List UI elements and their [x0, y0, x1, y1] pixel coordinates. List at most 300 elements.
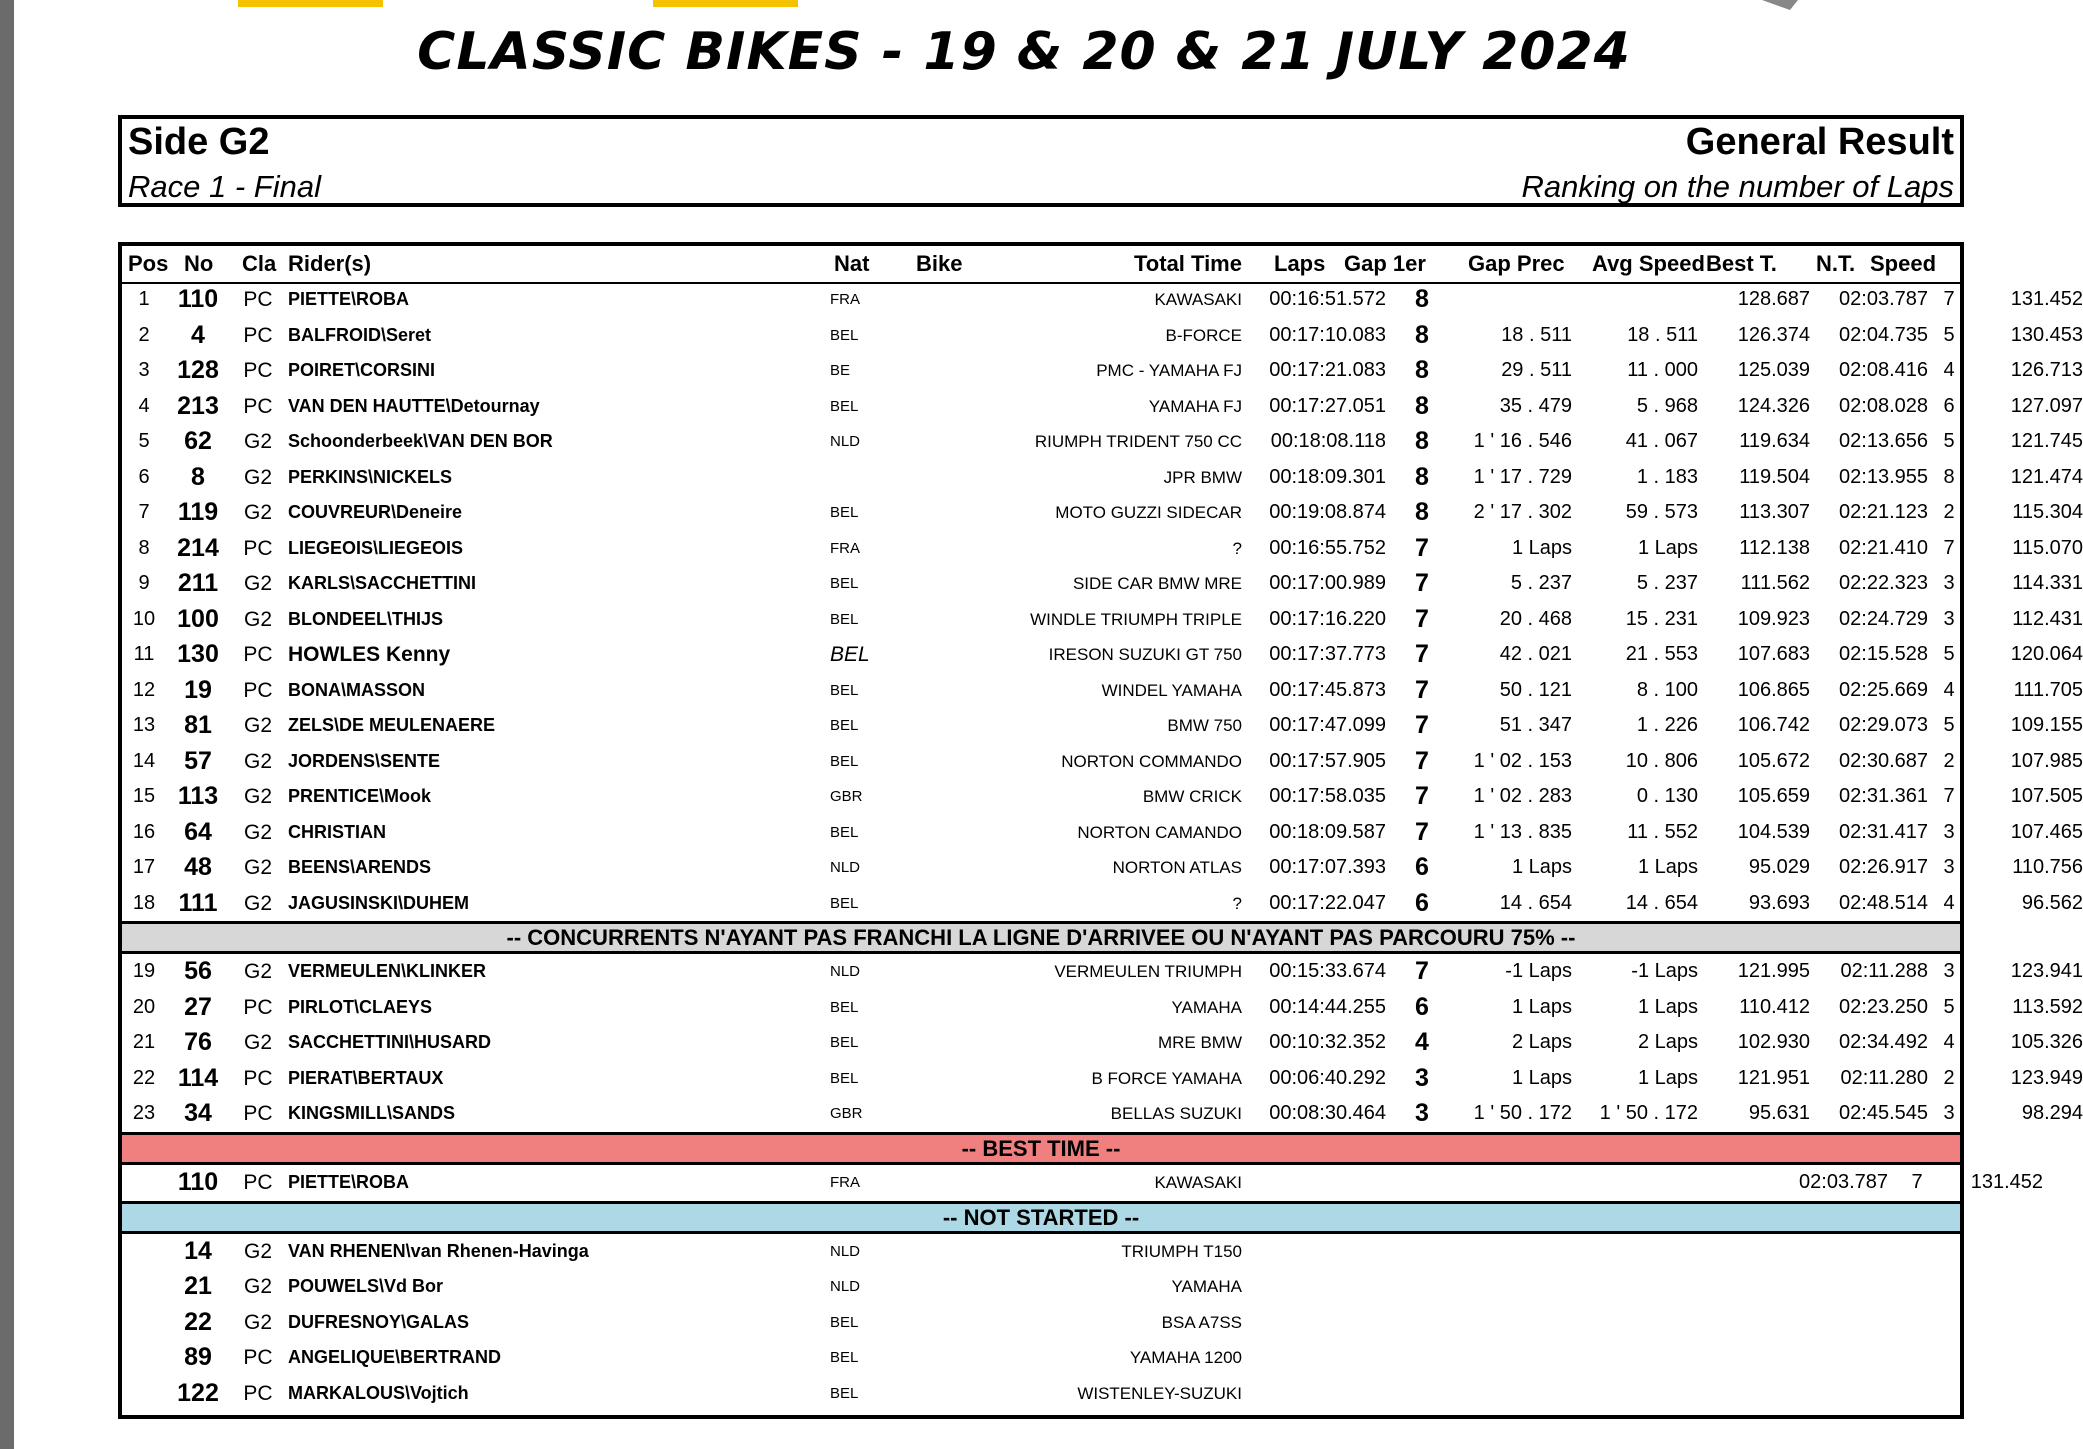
cell-total-time: 00:17:58.035	[1269, 785, 1386, 807]
cell-class: G2	[243, 607, 272, 631]
best-time-banner: -- BEST TIME --	[122, 1132, 1960, 1165]
cell-class: G2	[243, 572, 272, 595]
table-row	[122, 460, 2083, 496]
logo-fragment-left	[238, 0, 383, 7]
cell-gap-prev: 11 . 552	[1627, 820, 1698, 843]
cell-pos: 23	[132, 1102, 156, 1124]
cell-total-time: 00:17:07.393	[1269, 856, 1386, 878]
cell-bike: KAWASAKI	[1154, 290, 1242, 309]
cell-gap-prev: 1 Laps	[1637, 536, 1698, 559]
cell-nat: BEL	[830, 894, 859, 912]
cell-laps: 7	[1415, 640, 1429, 668]
cell-rider: PERKINS\NICKELS	[288, 466, 453, 487]
cell-gap-prev: 1 . 226	[1636, 714, 1698, 736]
cell-class: PC	[243, 1381, 273, 1405]
col-no: No	[184, 251, 214, 276]
cell-laps: 6	[1415, 992, 1429, 1021]
table-row	[122, 531, 2083, 567]
table-row	[122, 744, 2083, 780]
cell-best-time: 02:11.280	[1840, 1066, 1928, 1089]
cell-class: PC	[243, 288, 273, 311]
cell-nt: 6	[1943, 394, 1955, 417]
cell-total-time: 00:06:40.292	[1269, 1066, 1386, 1089]
cell-class: G2	[243, 1239, 272, 1263]
table-row	[122, 1061, 2083, 1097]
cell-speed: 123.941	[2010, 960, 2083, 982]
cell-speed: 107.465	[2010, 820, 2083, 843]
table-row	[122, 1096, 2083, 1132]
table-row	[122, 1234, 1960, 1270]
cell-gap-prev: 10 . 806	[1625, 749, 1698, 772]
cell-nat: BEL	[830, 681, 859, 699]
table-row	[122, 779, 2083, 815]
cell-class: G2	[243, 714, 272, 737]
cell-nat: NLD	[830, 963, 861, 980]
col-pos: Pos	[128, 251, 169, 276]
cell-number: 4	[191, 320, 205, 349]
cell-number: 114	[177, 1063, 219, 1092]
cell-rider: VAN RHENEN\van Rhenen-Havinga	[288, 1240, 589, 1261]
cell-nat: BE	[830, 362, 851, 379]
cell-avg-speed: 95.631	[1748, 1102, 1810, 1124]
cell-bike: BSA A7SS	[1161, 1312, 1242, 1332]
cell-speed: 110.756	[2012, 856, 2083, 878]
cell-nat: BEL	[830, 1034, 859, 1051]
cell-laps: 7	[1415, 746, 1429, 775]
table-row	[122, 954, 2083, 990]
cell-pos: 9	[138, 572, 150, 594]
table-row	[122, 1025, 2083, 1061]
cell-class: PC	[243, 1102, 273, 1125]
cell-speed: 111.705	[2013, 678, 2083, 701]
col-nt: N.T.	[1816, 251, 1856, 276]
cell-number: 122	[177, 1378, 219, 1407]
cell-gap-first: 1 Laps	[1511, 995, 1572, 1018]
cell-rider: PRENTICE\Mook	[288, 786, 432, 806]
cell-speed: 113.592	[2012, 995, 2083, 1018]
cell-speed: 123.949	[2010, 1066, 2083, 1089]
cell-bike: NORTON CAMANDO	[1077, 822, 1242, 842]
cell-nt: 4	[1943, 891, 1955, 914]
cell-rider: POUWELS\Vd Bor	[288, 1276, 444, 1296]
cell-total-time: 00:18:09.587	[1269, 820, 1386, 843]
cell-avg-speed: 119.504	[1739, 465, 1810, 488]
cell-class: PC	[243, 678, 273, 702]
cell-total-time: 00:17:21.083	[1269, 359, 1386, 381]
col-gap-prev: Gap Prec	[1468, 251, 1565, 276]
cell-rider: PIETTE\ROBA	[288, 289, 410, 309]
cell-gap-prev: 5 . 968	[1636, 394, 1698, 417]
cell-class: PC	[243, 394, 273, 418]
cell-number: 56	[184, 957, 212, 985]
table-row	[122, 637, 2083, 673]
cell-nt: 7	[1943, 536, 1955, 559]
cell-rider: MARKALOUS\Vojtich	[288, 1382, 469, 1403]
cell-total-time: 00:18:09.301	[1269, 465, 1386, 488]
cell-class: PC	[243, 1066, 273, 1090]
cell-speed: 115.070	[2012, 536, 2083, 559]
cell-number: 128	[177, 356, 219, 384]
cell-number: 27	[184, 992, 212, 1021]
cell-gap-first: 1 ' 50 . 172	[1473, 1102, 1572, 1124]
cell-gap-prev: 18 . 511	[1627, 323, 1698, 346]
cell-best-time: 02:08.416	[1839, 359, 1928, 381]
cell-rider: KINGSMILL\SANDS	[288, 1103, 456, 1123]
cell-gap-prev: 1 . 183	[1636, 465, 1698, 488]
cell-class: G2	[243, 856, 272, 879]
cell-rider: PIETTE\ROBA	[288, 1171, 410, 1192]
cell-rider: ZELS\DE MEULENAERE	[288, 715, 496, 735]
cell-number: 76	[184, 1028, 212, 1056]
cell-nat: FRA	[830, 291, 860, 308]
cell-class: G2	[243, 749, 272, 773]
cell-laps: 7	[1415, 604, 1429, 633]
cell-gap-first: 5 . 237	[1510, 572, 1572, 594]
cell-avg-speed: 125.039	[1737, 359, 1810, 381]
col-laps: Laps	[1274, 251, 1326, 276]
cell-gap-first: 20 . 468	[1499, 607, 1572, 630]
cell-rider: KARLS\SACCHETTINI	[288, 573, 476, 593]
cell-gap-first: 2 Laps	[1511, 1031, 1572, 1053]
cell-number: 211	[177, 569, 219, 597]
cell-nt: 3	[1943, 607, 1955, 630]
cell-laps: 7	[1415, 533, 1429, 562]
cell-rider: BEENS\ARENDS	[288, 857, 432, 877]
cell-speed: 105.326	[2010, 1031, 2083, 1053]
cell-bike: MOTO GUZZI SIDECAR	[1055, 503, 1242, 522]
cell-nat: FRA	[830, 1173, 860, 1191]
cell-bike: B-FORCE	[1165, 325, 1242, 345]
cell-gap-prev: 1 Laps	[1637, 995, 1698, 1018]
table-row	[122, 886, 2083, 922]
table-row	[122, 318, 2083, 354]
cell-speed: 107.505	[2010, 785, 2083, 807]
cell-nt: 3	[1943, 820, 1955, 843]
cell-gap-first: 1 Laps	[1511, 536, 1572, 559]
cell-number: 111	[178, 888, 218, 917]
cell-laps: 8	[1415, 391, 1429, 420]
cell-total-time: 00:15:33.674	[1269, 960, 1386, 982]
cell-speed: 114.331	[2012, 572, 2083, 594]
cell-gap-first: 14 . 654	[1499, 891, 1572, 914]
cell-class: PC	[243, 995, 273, 1019]
col-nat: Nat	[834, 251, 870, 276]
table-row	[122, 495, 2083, 531]
cell-avg-speed: 112.138	[1739, 536, 1810, 559]
table-row	[122, 566, 2083, 602]
cell-pos: 8	[138, 536, 150, 559]
cell-nat: GBR	[830, 788, 863, 805]
cell-speed: 131.452	[2010, 288, 2083, 310]
cell-rider: COUVREUR\Deneire	[288, 502, 463, 522]
cell-number: 81	[184, 711, 212, 739]
cell-class: PC	[243, 1346, 273, 1369]
cell-avg-speed: 95.029	[1748, 856, 1810, 878]
cell-avg-speed: 105.672	[1737, 749, 1810, 772]
cell-total-time: 00:16:55.752	[1269, 536, 1386, 559]
cell-bike: WINDEL YAMAHA	[1101, 680, 1242, 700]
cell-gap-prev: 1 Laps	[1637, 1066, 1698, 1089]
cell-best-time: 02:13.656	[1839, 430, 1928, 452]
cell-rider: JAGUSINSKI\DUHEM	[288, 892, 470, 913]
cell-gap-first: 1 Laps	[1511, 856, 1572, 878]
cell-bike: RIUMPH TRIDENT 750 CC	[1034, 432, 1242, 451]
cell-nt: 5	[1943, 714, 1955, 736]
cell-best-time: 02:26.917	[1839, 856, 1928, 878]
cell-rider: DUFRESNOY\GALAS	[288, 1311, 470, 1332]
event-title: CLASSIC BIKES - 19 & 20 & 21 JULY 2024	[417, 22, 1631, 82]
cell-class: PC	[243, 1170, 273, 1194]
cell-gap-prev: 5 . 237	[1636, 572, 1698, 594]
cell-rider: SACCHETTINI\HUSARD	[288, 1032, 492, 1052]
cell-gap-first: 1 Laps	[1511, 1066, 1572, 1089]
logo-fragment-right	[1760, 0, 1800, 12]
cell-pos: 2	[138, 323, 150, 346]
cell-bike: WINDLE TRIUMPH TRIPLE	[1030, 609, 1242, 629]
cell-speed: 107.985	[2010, 749, 2083, 772]
cell-best-time: 02:34.492	[1839, 1031, 1928, 1053]
cell-pos: 21	[132, 1031, 156, 1053]
cell-pos: 4	[138, 394, 150, 417]
cell-rider: CHRISTIAN	[288, 821, 386, 842]
cell-gap-first: 1 ' 17 . 729	[1473, 465, 1572, 488]
cell-gap-first: 1 ' 16 . 546	[1473, 430, 1572, 452]
logo-fragment-middle	[653, 0, 798, 7]
cell-gap-first: 42 . 021	[1499, 643, 1572, 665]
cell-pos: 17	[132, 856, 156, 878]
cell-avg-speed: 93.693	[1748, 891, 1810, 914]
cell-nat: BEL	[830, 610, 859, 628]
cell-number: 119	[177, 498, 219, 526]
cell-total-time: 00:19:08.874	[1269, 501, 1386, 523]
table-row	[122, 673, 2083, 709]
cell-gap-prev: 8 . 100	[1636, 678, 1698, 701]
cell-best-time: 02:25.669	[1839, 678, 1928, 701]
cell-nt: 4	[1943, 1031, 1955, 1053]
cell-number: 48	[184, 853, 212, 881]
cell-best-time: 02:04.735	[1839, 323, 1928, 346]
cell-avg-speed: 113.307	[1739, 501, 1810, 523]
cell-nt: 4	[1943, 678, 1955, 701]
cell-total-time: 00:18:08.118	[1270, 430, 1386, 452]
cell-avg-speed: 106.742	[1737, 714, 1810, 736]
col-best-time: Best T.	[1706, 251, 1777, 276]
cell-bike: NORTON COMMANDO	[1061, 751, 1242, 771]
cell-gap-first: 50 . 121	[1499, 678, 1572, 701]
cell-speed: 96.562	[2021, 891, 2083, 914]
cell-nat: NLD	[830, 433, 861, 450]
cell-laps: 7	[1415, 711, 1429, 739]
cell-number: 113	[177, 782, 219, 810]
cell-rider: POIRET\CORSINI	[288, 360, 436, 380]
cell-best-time: 02:21.123	[1839, 501, 1928, 523]
cell-class: G2	[243, 1031, 272, 1054]
cell-gap-first: 35 . 479	[1499, 394, 1572, 417]
cell-bike: WISTENLEY-SUZUKI	[1077, 1383, 1242, 1403]
cell-gap-first: 1 ' 02 . 283	[1473, 785, 1572, 807]
cell-total-time: 00:10:32.352	[1269, 1031, 1386, 1053]
cell-speed: 121.474	[2010, 465, 2083, 488]
cell-class: PC	[243, 643, 273, 666]
race-header	[118, 115, 1964, 207]
cell-number: 8	[191, 462, 205, 491]
cell-best-time: 02:31.361	[1839, 785, 1928, 807]
cell-best-time: 02:22.323	[1839, 572, 1928, 594]
cell-nt: 7	[1943, 785, 1955, 807]
cell-class: PC	[243, 323, 273, 347]
col-speed: Speed	[1870, 251, 1937, 276]
cell-bike: YAMAHA 1200	[1129, 1348, 1242, 1367]
cell-number: 64	[184, 817, 212, 846]
cell-number: 213	[177, 391, 219, 420]
cell-pos: 18	[132, 891, 156, 914]
cell-total-time: 00:17:16.220	[1269, 607, 1386, 630]
cell-nt: 5	[1943, 995, 1955, 1018]
cell-laps: 8	[1415, 320, 1429, 349]
cell-class: G2	[243, 891, 272, 915]
cell-number: 21	[184, 1272, 212, 1300]
cell-nat: BEL	[830, 823, 859, 841]
cell-nt: 7	[1943, 288, 1955, 310]
cell-number: 19	[184, 675, 212, 704]
cell-nt: 3	[1943, 856, 1955, 878]
cell-pos: 14	[132, 749, 156, 772]
cell-laps: 8	[1415, 498, 1429, 526]
cell-nat: BEL	[830, 717, 859, 734]
table-row	[122, 708, 2083, 744]
cell-number: 110	[177, 1167, 219, 1196]
cell-class: PC	[243, 536, 273, 560]
cell-speed: 120.064	[2010, 643, 2083, 665]
cell-rider: Schoonderbeek\VAN DEN BOR	[288, 431, 553, 451]
cell-rider: VAN DEN HAUTTE\Detournay	[288, 395, 540, 416]
cell-nat: BEL	[830, 998, 859, 1016]
table-row	[122, 1269, 1960, 1305]
cell-laps: 6	[1415, 853, 1429, 881]
cell-bike: JPR BMW	[1163, 467, 1242, 487]
cell-nat: NLD	[830, 1278, 861, 1295]
cell-class: PC	[243, 359, 273, 382]
page-edge-bar	[0, 0, 14, 1449]
cell-pos: 6	[138, 465, 150, 488]
cell-avg-speed: 121.951	[1737, 1066, 1810, 1089]
cell-laps: 8	[1415, 462, 1429, 491]
cell-bike: MRE BMW	[1157, 1033, 1242, 1052]
cell-avg-speed: 102.930	[1737, 1031, 1810, 1053]
cell-bike: BMW 750	[1167, 716, 1242, 735]
cell-rider: ANGELIQUE\BERTRAND	[288, 1347, 502, 1367]
cell-bike: NORTON ATLAS	[1112, 858, 1242, 877]
cell-total-time: 00:16:51.572	[1269, 288, 1386, 310]
cell-pos: 11	[133, 643, 155, 665]
cell-laps: 7	[1415, 782, 1429, 810]
table-row	[122, 389, 2083, 425]
cell-speed: 131.452	[1970, 1170, 2043, 1193]
cell-nt: 5	[1943, 643, 1955, 665]
cell-nt: 2	[1943, 501, 1955, 523]
cell-rider: BONA\MASSON	[288, 679, 426, 700]
cell-total-time: 00:17:22.047	[1269, 891, 1386, 914]
cell-best-time: 02:03.787	[1799, 1170, 1888, 1193]
cell-bike: PMC - YAMAHA FJ	[1096, 361, 1242, 380]
cell-number: 14	[184, 1236, 212, 1265]
cell-number: 214	[177, 533, 219, 562]
cell-pos: 10	[132, 607, 156, 630]
cell-laps: 3	[1415, 1063, 1429, 1092]
cell-nt: 3	[1943, 572, 1955, 594]
cell-gap-prev: 41 . 067	[1625, 430, 1698, 452]
cell-gap-first: 18 . 511	[1501, 323, 1572, 346]
cell-number: 34	[184, 1099, 212, 1127]
cell-nt: 5	[1943, 430, 1955, 452]
cell-avg-speed: 126.374	[1737, 323, 1810, 346]
cell-rider: HOWLES Kenny	[288, 643, 451, 666]
cell-laps: 8	[1415, 356, 1429, 384]
cell-best-time: 02:48.514	[1839, 891, 1928, 914]
table-row	[122, 815, 2083, 851]
cell-number: 22	[184, 1307, 212, 1336]
cell-best-time: 02:15.528	[1839, 643, 1928, 665]
cell-speed: 121.745	[2010, 430, 2083, 452]
cell-gap-first: 1 ' 02 . 153	[1473, 749, 1572, 772]
cell-gap-prev: 2 Laps	[1637, 1031, 1698, 1053]
cell-nat: BEL	[830, 1349, 859, 1366]
table-row	[122, 1340, 1960, 1376]
cell-speed: 126.713	[2010, 359, 2083, 381]
cell-avg-speed: 104.539	[1737, 820, 1810, 843]
cell-total-time: 00:08:30.464	[1269, 1102, 1386, 1124]
cell-nt: 5	[1943, 323, 1955, 346]
cell-number: 57	[184, 746, 212, 775]
cell-laps: 7	[1415, 675, 1429, 704]
cell-rider: BLONDEEL\THIJS	[288, 608, 444, 629]
cell-laps: 8	[1415, 427, 1429, 455]
results-table	[118, 242, 2083, 1419]
cell-nt: 4	[1943, 359, 1955, 381]
cell-rider: BALFROID\Seret	[288, 324, 432, 345]
cell-nt: 2	[1943, 749, 1955, 772]
col-gap-first: Gap 1er	[1344, 251, 1426, 276]
race-name: Race 1 - Final	[128, 169, 321, 204]
cell-total-time: 00:17:47.099	[1269, 714, 1386, 736]
cell-gap-prev: 14 . 654	[1625, 891, 1698, 914]
cell-bike: YAMAHA FJ	[1148, 396, 1242, 416]
table-row	[122, 850, 2083, 886]
cell-total-time: 00:14:44.255	[1269, 995, 1386, 1018]
cell-total-time: 00:17:00.989	[1269, 572, 1386, 594]
cell-nat: BEL	[830, 1384, 859, 1402]
col-rider: Rider(s)	[288, 251, 372, 276]
cell-class: G2	[243, 1310, 272, 1334]
cell-gap-prev: 11 . 000	[1627, 359, 1698, 381]
cell-nat: NLD	[830, 859, 861, 876]
cell-best-time: 02:21.410	[1839, 536, 1928, 559]
cell-number: 130	[177, 640, 219, 668]
cell-speed: 112.431	[2012, 607, 2083, 630]
cell-best-time: 02:24.729	[1839, 607, 1928, 630]
cell-bike: BELLAS SUZUKI	[1110, 1104, 1242, 1123]
cell-gap-first: 51 . 347	[1499, 714, 1572, 736]
cell-nat: NLD	[830, 1242, 861, 1260]
col-avg-speed: Avg Speed	[1592, 251, 1705, 276]
cell-pos: 15	[132, 785, 156, 807]
cell-bike: BMW CRICK	[1142, 787, 1242, 806]
cell-speed: 109.155	[2010, 714, 2083, 736]
cell-class: G2	[243, 430, 272, 453]
cell-bike: VERMEULEN TRIUMPH	[1054, 962, 1242, 981]
cell-total-time: 00:17:10.083	[1269, 323, 1386, 346]
cell-rider: VERMEULEN\KLINKER	[288, 961, 487, 981]
